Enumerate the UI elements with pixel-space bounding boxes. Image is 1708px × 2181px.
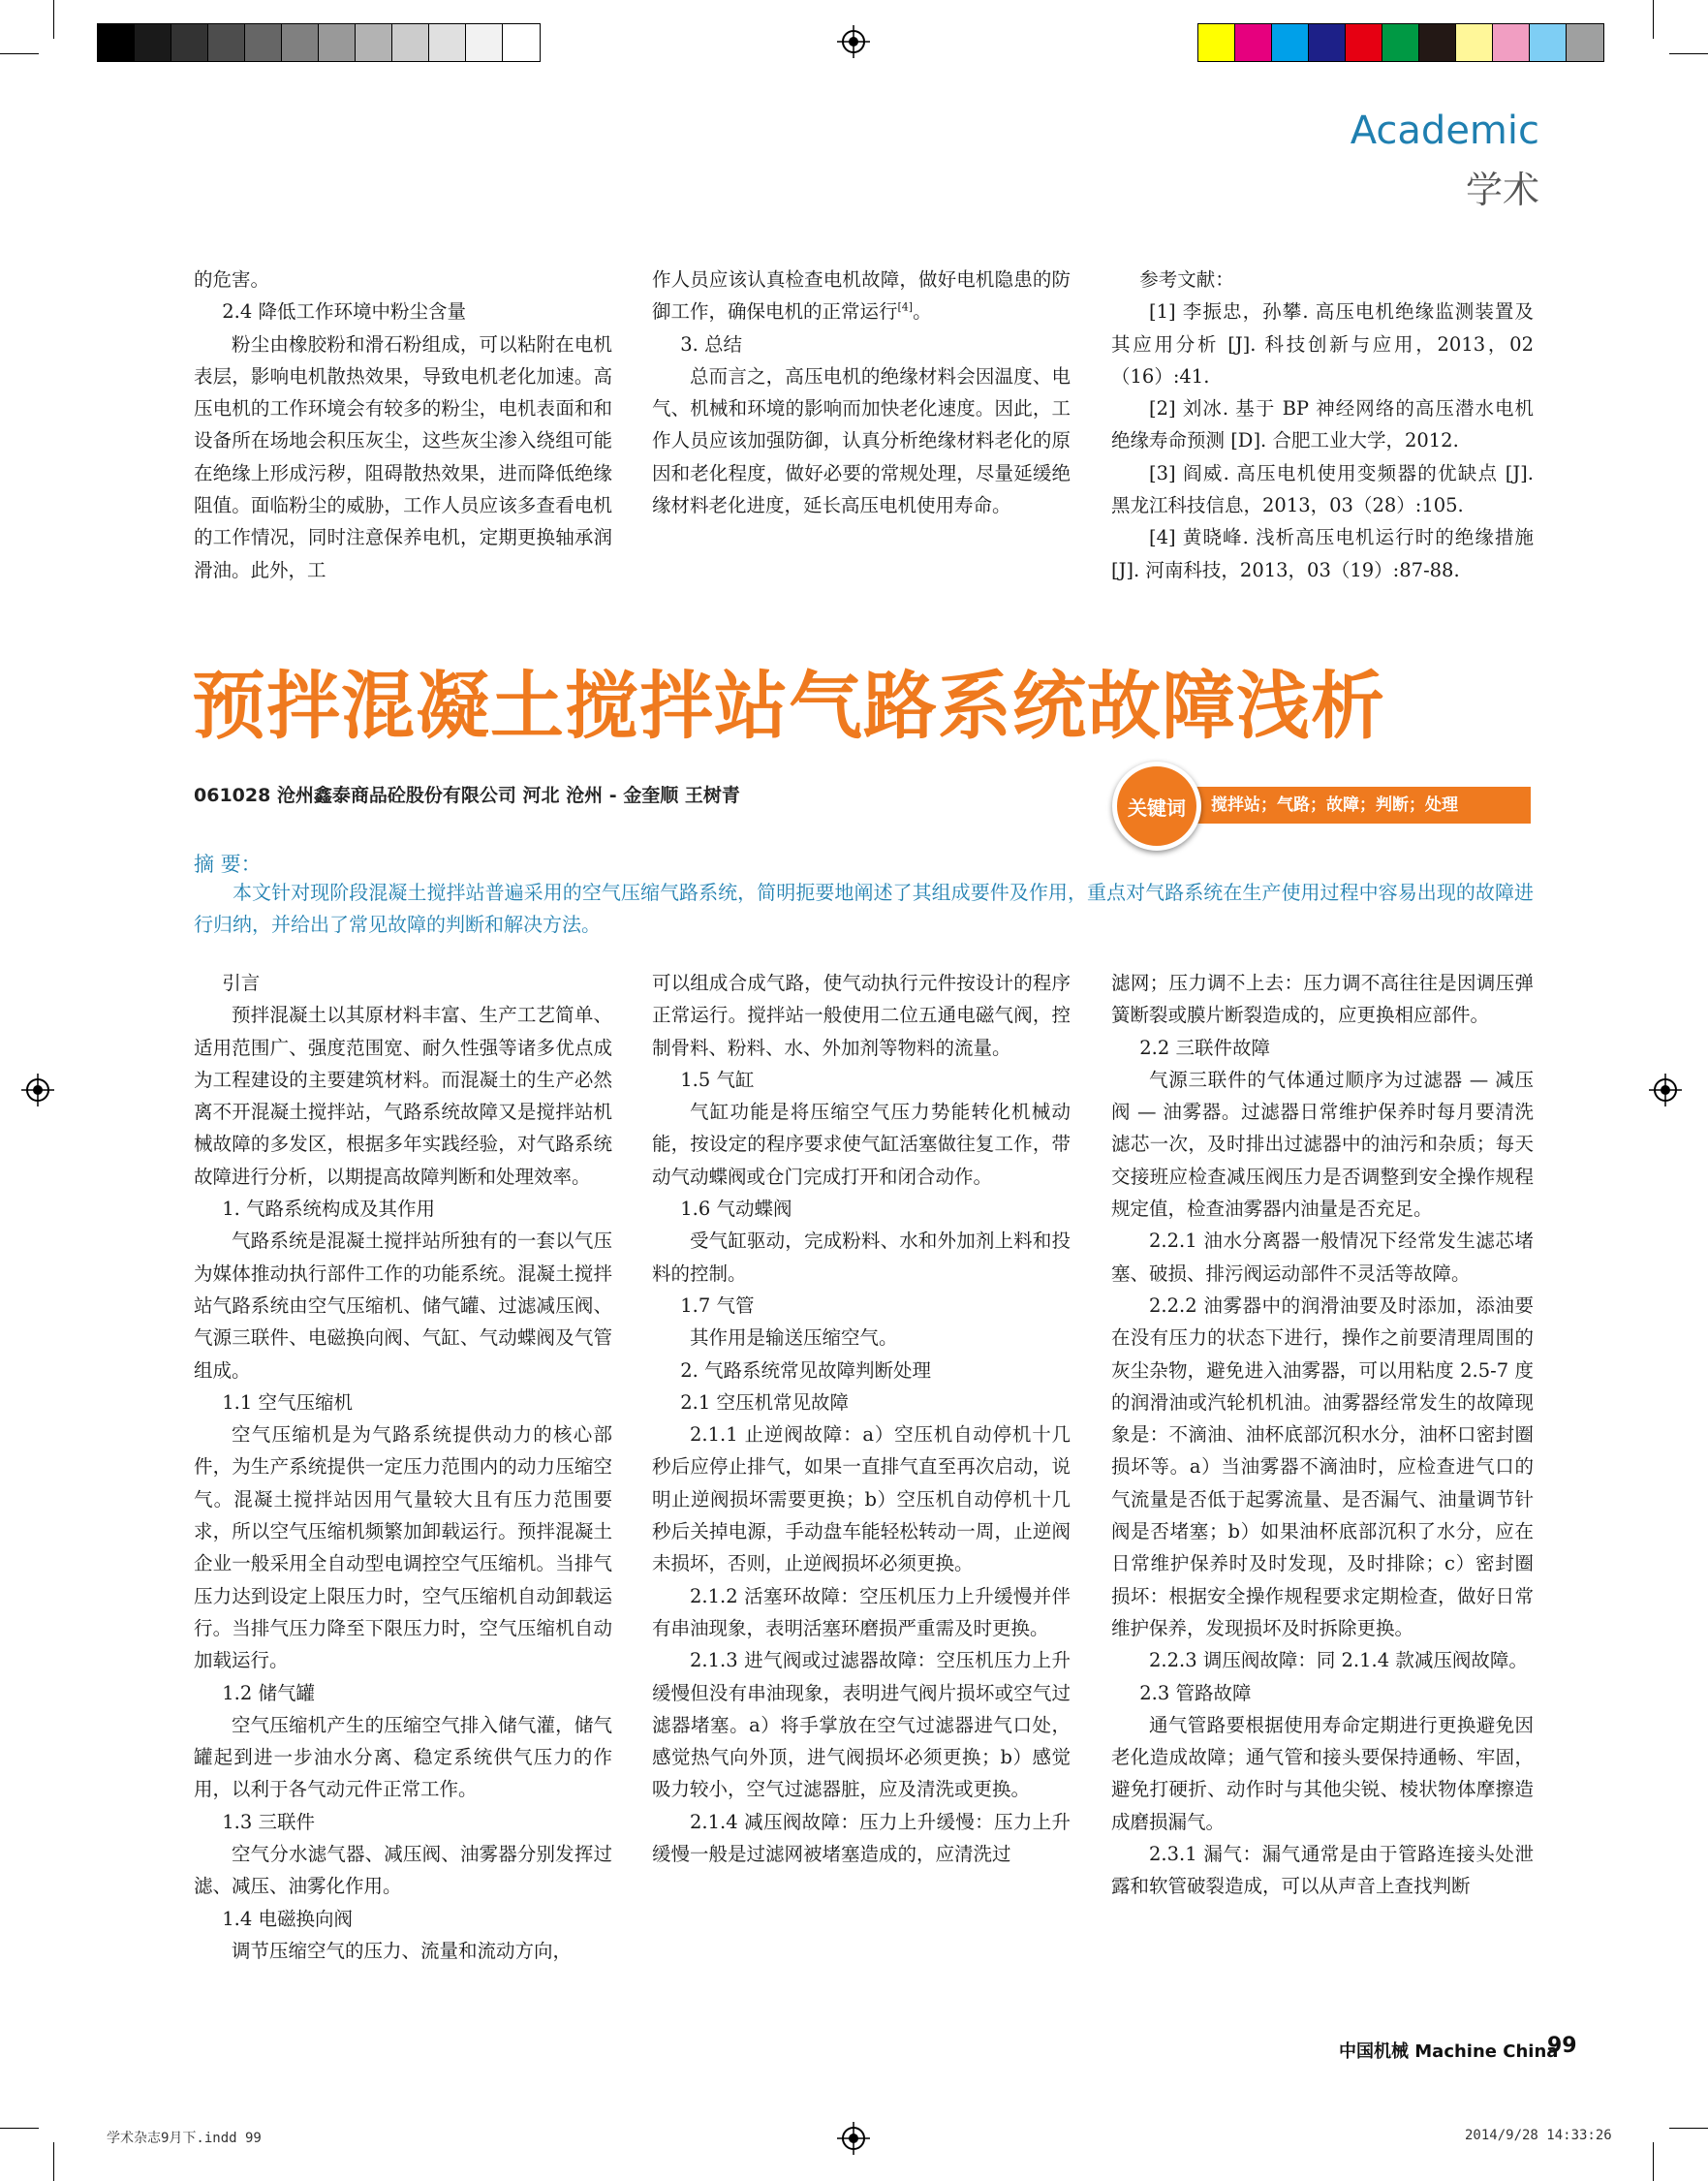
paragraph (1111, 296, 1534, 392)
color-swatch (1567, 24, 1603, 61)
paragraph-text: 粉尘由橡胶粉和滑石粉组成，可以粘附在电机表层，影响电机散热效果，导致电机老化加速。高压电机的工作环境会有较多的粉尘，电机表面和和设备所在场地会积压灰尘，这些灰尘渗入绕组可能在绝缘上形成污秽，阻碍散热效果，进而降低绝缘阻值。面临粉尘的威胁，工作人员应该多查看电机的工作情况，同时注意保养电机，定期更换轴承润滑油。此外，工 (194, 332, 612, 581)
paragraph (652, 360, 1071, 521)
crop-mark (1653, 2142, 1654, 2181)
section-heading (194, 1806, 612, 1838)
paragraph-text: 1.4 电磁换向阀 (222, 1907, 353, 1930)
paragraph (194, 1935, 612, 1967)
paragraph (652, 1096, 1071, 1193)
paragraph-text: 可以组成合成气路，使气动执行元件按设计的程序正常运行。搅拌站一般使用二位五通电磁气阀，控制骨料、粉料、水、外加剂等物料的流量。 (652, 972, 1071, 1059)
paragraph-text: 3. 总结 (680, 332, 743, 356)
paragraph (194, 264, 612, 296)
section-heading (194, 1386, 612, 1418)
paragraph (1111, 1838, 1534, 1903)
paragraph-text: 2.4 降低工作环境中粉尘含量 (222, 300, 466, 324)
section-label-zh: 学术 (1465, 169, 1539, 211)
paragraph (194, 328, 612, 586)
paragraph (1111, 521, 1534, 586)
paragraph-text: 预拌混凝土以其原材料丰富、生产工艺简单、适用范围广、强度范围宽、耐久性强等诸多优点成为工程建设的主要建筑材料。而混凝土的生产必然离不开混凝土搅拌站，气路系统故障又是搅拌站机械故障的多发区，根据多年实践经验，对气路系统故障进行分析，以期提高故障判断和处理效率。 (194, 1004, 612, 1188)
paragraph (1111, 457, 1534, 522)
paragraph (652, 264, 1071, 328)
paragraph-tail: 。 (913, 300, 932, 324)
paragraph-text: 2.2.3 调压阀故障：同 2.1.4 款减压阀故障。 (1149, 1649, 1528, 1672)
paragraph-text: 1.7 气管 (680, 1293, 755, 1317)
section-heading (194, 1677, 612, 1709)
color-swatch (1198, 24, 1235, 61)
paragraph-text: 2.3 管路故障 (1139, 1681, 1252, 1704)
paragraph-text: 通气管路要根据使用寿命定期进行更换避免因老化造成故障；通气管和接头要保持通畅、牢固，避免打硬折、动作时与其他尖锐、棱状物体摩擦造成磨损漏气。 (1111, 1713, 1534, 1833)
section-heading (652, 1193, 1071, 1225)
registration-mark-icon (1649, 1074, 1682, 1106)
paragraph-text: 1.3 三联件 (222, 1810, 315, 1833)
crop-mark (53, 0, 54, 39)
paragraph-text: 调节压缩空气的压力、流量和流动方向， (232, 1939, 573, 1962)
paragraph-text: 气缸功能是将压缩空气压力势能转化机械动能，按设定的程序要求使气缸活塞做往复工作，带动气动蝶阀或仓门完成打开和闭合动作。 (652, 1101, 1071, 1188)
paragraph (1111, 392, 1534, 457)
paragraph-text: [3] 阎威. 高压电机使用变频器的优缺点 [J]. 黑龙江科技信息，2013，03（28）:105. (1111, 461, 1534, 517)
section-heading (194, 1903, 612, 1935)
registration-mark-icon (21, 1074, 54, 1106)
paragraph-text: 1.5 气缸 (680, 1068, 755, 1091)
keywords-list: 搅拌站；气路；故障；判断；处理 (1186, 787, 1531, 824)
page-number: 99 (1547, 2034, 1577, 2058)
color-swatch (1235, 24, 1272, 61)
section-heading (1111, 264, 1534, 296)
color-swatch (1272, 24, 1309, 61)
body-column-2 (652, 967, 1071, 1870)
section-heading (652, 1290, 1071, 1322)
paragraph-text: 滤网；压力调不上去：压力调不高往往是因调压弹簧断裂或膜片断裂造成的，应更换相应部件。 (1111, 972, 1534, 1027)
section-heading (194, 967, 612, 999)
paragraph-text: 空气压缩机产生的压缩空气排入储气灌，储气罐起到进一步油水分离、稳定系统供气压力的作用，以利于各气动元件正常工作。 (194, 1713, 612, 1801)
paragraph-text: 受气缸驱动，完成粉料、水和外加剂上料和投料的控制。 (652, 1230, 1071, 1285)
color-swatch (1419, 24, 1456, 61)
paragraph (652, 1225, 1071, 1290)
paragraph (1111, 1644, 1534, 1676)
keywords-label: 关键词 (1112, 762, 1201, 851)
paragraph-text: 2.1.3 进气阀或过滤器故障：空压机压力上升缓慢但没有串油现象，表明进气阀片损坏或空气过滤器堵塞。a）将手掌放在空气过滤器进气口处，感觉热气向外顶，进气阀损坏必须更换；b）感觉吸力较小，空气过滤器脏，应及清洗或更换。 (652, 1649, 1071, 1801)
paragraph-text: 气源三联件的气体通过顺序为过滤器 — 减压阀 — 油雾器。过滤器日常维护保养时每月要清洗滤芯一次，及时排出过滤器中的油污和杂质；每天交接班应检查减压阀压力是否调整到安全操作规程规定值，检查油雾器内油量是否充足。 (1111, 1068, 1534, 1221)
paragraph-text: 引言 (222, 972, 261, 994)
paragraph-text: 2.3.1 漏气：漏气通常是由于管路连接头处泄露和软管破裂造成，可以从声音上查找判断 (1111, 1843, 1534, 1898)
paragraph (194, 1225, 612, 1386)
article-title: 预拌混凝土搅拌站气路系统故障浅析 (192, 663, 1385, 749)
paragraph-text: 总而言之，高压电机的绝缘材料会因温度、电气、机械和环境的影响而加快老化速度。因此，工作人员应该加强防御，认真分析绝缘材料老化的原因和老化程度，做好必要的常规处理，尽量延缓绝缘材料老化进度，延长高压电机使用寿命。 (652, 364, 1071, 517)
section-heading (652, 1386, 1071, 1418)
crop-mark (1669, 53, 1708, 54)
paragraph-text: 作人员应该认真检查电机故障，做好电机隐患的防御工作，确保电机的正常运行 (652, 268, 1071, 324)
section-heading (652, 328, 1071, 360)
paragraph-text: 其作用是输送压缩空气。 (690, 1326, 898, 1350)
paragraph-text: 2.2.1 油水分离器一般情况下经常发生滤芯堵塞、破损、排污阀运动部件不灵活等故障。 (1111, 1230, 1534, 1285)
paragraph-text: 1.1 空气压缩机 (222, 1390, 353, 1414)
crop-mark (1653, 0, 1654, 39)
registration-mark-icon (837, 25, 870, 58)
paragraph-text: 1.6 气动蝶阀 (680, 1198, 792, 1221)
section-heading (194, 1193, 612, 1225)
paragraph-text: 1. 气路系统构成及其作用 (222, 1198, 436, 1221)
abstract-text: 本文针对现阶段混凝土搅拌站普遍采用的空气压缩气路系统，简明扼要地阐述了其组成要件及作用，重点对气路系统在生产使用过程中容易出现的故障进行归纳，并给出了常见故障的判断和解决方法。 (194, 881, 1534, 936)
journal-name: 中国机械 Machine China (1339, 2041, 1559, 2062)
color-bar (1197, 23, 1604, 62)
paragraph-text: 2.2.2 油雾器中的润滑油要及时添加，添油要在没有压力的状态下进行，操作之前要清理周围的灰尘杂物，避免进入油雾器，可以用粘度 2.5-7 度的润滑油或汽轮机机油。油雾器经常发生的故障现象是：不滴油、油杯底部沉积水分，油杯口密封圈损坏等。a）当油雾器不滴油时，应检查进气口的气流量是否低于起雾流量、是否漏气、油量调节针阀是否堵塞；b）如果油杯底部沉积了水分，应在日常维护保养时及时发现，及时排除；c）密封圈损坏：根据安全操作规程要求定期检查，做好日常维护保养，发现损坏及时拆除更换。 (1111, 1293, 1534, 1639)
paragraph (652, 1418, 1071, 1579)
paragraph (194, 1418, 612, 1676)
paragraph-text: [2] 刘冰. 基于 BP 神经网络的高压潜水电机绝缘寿命预测 [D]. 合肥工业大学，2012. (1111, 397, 1534, 452)
body-column-3 (1111, 967, 1534, 1903)
paragraph-text: 1.2 储气罐 (222, 1681, 315, 1704)
color-swatch (1493, 24, 1530, 61)
article-author: 061028 沧州鑫泰商品砼股份有限公司 河北 沧州 - 金奎顺 王树青 (194, 785, 740, 806)
registration-mark-icon (837, 2122, 870, 2155)
citation-marker: [4] (897, 300, 914, 314)
prev-article-column-2 (652, 264, 1071, 521)
section-heading (1111, 1032, 1534, 1064)
color-swatch (1530, 24, 1567, 61)
section-heading (1111, 1677, 1534, 1709)
paragraph-text: 参考文献： (1139, 268, 1234, 291)
section-label-en: Academic (1350, 109, 1539, 153)
paragraph (652, 967, 1071, 1064)
paragraph (652, 1806, 1071, 1871)
paragraph (652, 1580, 1071, 1645)
paragraph-text: 的危害。 (194, 268, 270, 291)
paragraph-text: 空气压缩机是为气路系统提供动力的核心部件，为生产系统提供一定压力范围内的动力压缩空气。混凝土搅拌站因用气量较大且有压力范围要求，所以空气压缩机频繁加卸载运行。预拌混凝土企业一般采用全自动型电调控空气压缩机。当排气压力达到设定上限压力时，空气压缩机自动卸载运行。当排气压力降至下限压力时，空气压缩机自动加载运行。 (194, 1423, 612, 1672)
paragraph-text: 2. 气路系统常见故障判断处理 (680, 1358, 932, 1382)
paragraph-text: 空气分水滤气器、减压阀、油雾器分别发挥过滤、减压、油雾化作用。 (194, 1843, 612, 1898)
color-swatch (1456, 24, 1493, 61)
paragraph (194, 1838, 612, 1903)
paragraph-text: [4] 黄晓峰. 浅析高压电机运行时的绝缘措施 [J]. 河南科技，2013，03（19）:87-88. (1111, 526, 1534, 581)
paragraph (194, 999, 612, 1193)
color-swatch (1309, 24, 1346, 61)
section-heading (652, 1355, 1071, 1386)
paragraph (1111, 1225, 1534, 1290)
paragraph (652, 1644, 1071, 1805)
body-column-1 (194, 967, 612, 1967)
paragraph-text: 2.2 三联件故障 (1139, 1036, 1270, 1059)
paragraph (652, 1322, 1071, 1354)
section-heading (652, 1064, 1071, 1096)
paragraph-text: 2.1.1 止逆阀故障：a）空压机自动停机十几秒后应停止排气，如果一直排气直至再次启动，说明止逆阀损坏需要更换；b）空压机自动停机十几秒后关掉电源，手动盘车能轻松转动一周，止逆阀未损坏，否则，止逆阀损坏必须更换。 (652, 1423, 1071, 1575)
color-swatch (1382, 24, 1419, 61)
paragraph-text: 2.1.2 活塞环故障：空压机压力上升缓慢并伴有串油现象，表明活塞环磨损严重需及时更换。 (652, 1584, 1071, 1639)
paragraph (1111, 1064, 1534, 1225)
slug-timestamp: 2014/9/28 14:33:26 (1465, 2128, 1612, 2143)
paragraph-text: 2.1.4 减压阀故障：压力上升缓慢：压力上升缓慢一般是过滤网被堵塞造成的，应清洗过 (652, 1810, 1071, 1866)
grayscale-bar (97, 23, 541, 62)
slug-filename: 学术杂志9月下.indd 99 (107, 2131, 262, 2146)
crop-mark (53, 2142, 54, 2181)
color-swatch (1346, 24, 1382, 61)
paragraph (194, 1709, 612, 1806)
paragraph (1111, 967, 1534, 1032)
prev-article-column-1 (194, 264, 612, 586)
paragraph-text: [1] 李振忠，孙攀. 高压电机绝缘监测装置及其应用分析 [J]. 科技创新与应用，2013，02（16）:41. (1111, 300, 1534, 388)
abstract-label: 摘 要： (194, 853, 262, 876)
crop-mark (1669, 2128, 1708, 2129)
paragraph (1111, 1290, 1534, 1644)
keywords-box (1108, 756, 1531, 843)
crop-mark (0, 53, 39, 54)
paragraph (1111, 1709, 1534, 1838)
references-column (1111, 264, 1534, 586)
paragraph-text: 2.1 空压机常见故障 (680, 1390, 849, 1414)
section-heading (194, 296, 612, 327)
crop-mark (0, 2128, 39, 2129)
paragraph-text: 气路系统是混凝土搅拌站所独有的一套以气压为媒体推动执行部件工作的功能系统。混凝土搅拌站气路系统由空气压缩机、储气罐、过滤减压阀、气源三联件、电磁换向阀、气缸、气动蝶阀及气管组成。 (194, 1230, 612, 1382)
